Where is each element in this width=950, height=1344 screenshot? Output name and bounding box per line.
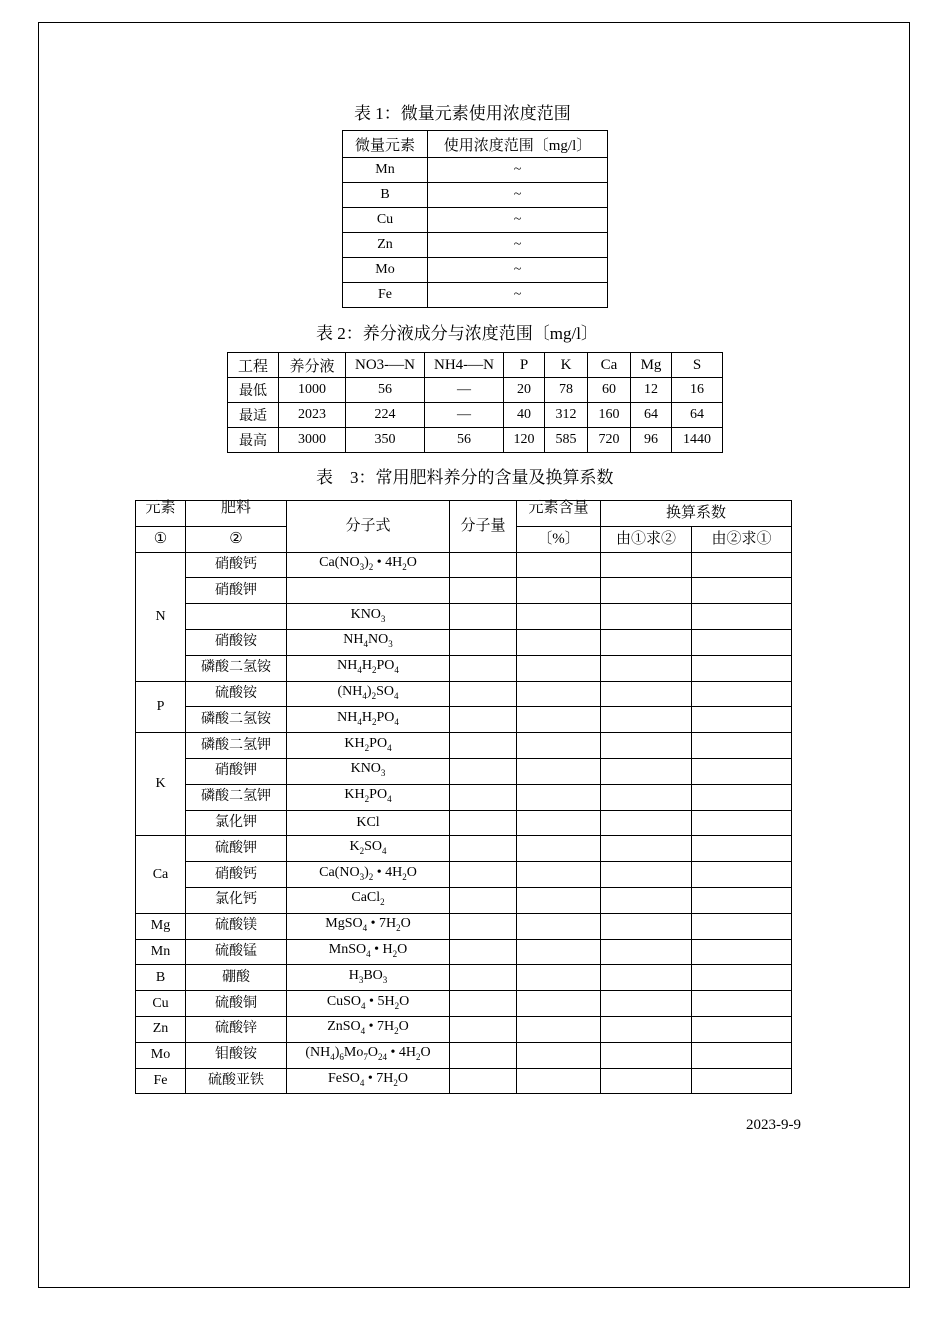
table-row (228, 378, 723, 403)
empty-cell (692, 887, 792, 913)
table1-cell: Fe (343, 283, 428, 308)
empty-cell (517, 939, 601, 965)
element-cell: P (136, 681, 186, 733)
empty-cell (517, 758, 601, 784)
empty-cell (450, 939, 517, 965)
table2-cell: 最高 (228, 428, 279, 453)
formula-cell: $Ca(NO_3)_2$ • $4H_2O$ (287, 862, 450, 888)
empty-cell (692, 552, 792, 578)
empty-cell (450, 733, 517, 759)
empty-cell (450, 681, 517, 707)
table2-caption: 表 2：养分液成分与浓度范围〔mg/l〕 (316, 324, 598, 343)
table2-cell: 3000 (279, 428, 346, 453)
header-formula: 分子式 (287, 501, 450, 553)
table2-header: Mg (631, 353, 672, 378)
fertilizer-cell: 硫酸锌 (186, 1016, 287, 1042)
table3 (135, 500, 792, 1094)
formula-cell: ZnSO$_4$ • $7H_2O$ (287, 1016, 450, 1042)
empty-cell (517, 862, 601, 888)
empty-cell (692, 965, 792, 991)
fertilizer-cell: 硝酸钙 (186, 862, 287, 888)
table-row (136, 1068, 792, 1094)
table2-cell: 312 (545, 403, 588, 428)
empty-cell (517, 836, 601, 862)
table-row (136, 1016, 792, 1042)
empty-cell (450, 862, 517, 888)
formula-cell: $KNO_3$ (287, 604, 450, 630)
empty-cell (601, 784, 692, 810)
empty-cell (692, 604, 792, 630)
fertilizer-cell: 磷酸二氢铵 (186, 655, 287, 681)
empty-cell (692, 913, 792, 939)
table2-cell: — (425, 403, 504, 428)
footer-date: 2023-9-9 (746, 1117, 801, 1133)
element-cell: Mn (136, 939, 186, 965)
table-row (136, 836, 792, 862)
table-row (343, 258, 608, 283)
table2-cell: 16 (672, 378, 723, 403)
fertilizer-cell: 钼酸铵 (186, 1042, 287, 1068)
element-cell: N (136, 552, 186, 681)
empty-cell (517, 810, 601, 836)
table2-cell: 56 (425, 428, 504, 453)
table-row (136, 733, 792, 759)
empty-cell (692, 758, 792, 784)
formula-cell: $K_2SO_4$ (287, 836, 450, 862)
table-row (136, 604, 792, 630)
empty-cell (450, 810, 517, 836)
fertilizer-cell: 硫酸铜 (186, 991, 287, 1017)
fertilizer-cell: 硝酸铵 (186, 629, 287, 655)
empty-cell (692, 629, 792, 655)
table-row (136, 655, 792, 681)
table2-cell: 20 (504, 378, 545, 403)
header-conversion: 换算系数 (601, 501, 792, 527)
table-row (136, 1042, 792, 1068)
table2-cell: 12 (631, 378, 672, 403)
table2-cell: 585 (545, 428, 588, 453)
fertilizer-cell: 硫酸钾 (186, 836, 287, 862)
empty-cell (450, 629, 517, 655)
table2-cell: 160 (588, 403, 631, 428)
table-row (136, 913, 792, 939)
header-element: 元素 (136, 501, 186, 527)
empty-cell (601, 862, 692, 888)
fertilizer-cell: 硼酸 (186, 965, 287, 991)
empty-cell (450, 552, 517, 578)
empty-cell (601, 629, 692, 655)
formula-cell: FeSO$_4$ • $7H_2O$ (287, 1068, 450, 1094)
fertilizer-cell: 磷酸二氢钾 (186, 733, 287, 759)
empty-cell (601, 604, 692, 630)
formula-cell: $KH_2PO_4$ (287, 733, 450, 759)
table-row (136, 758, 792, 784)
empty-cell (601, 991, 692, 1017)
table2-cell: 60 (588, 378, 631, 403)
empty-cell (601, 707, 692, 733)
empty-cell (692, 939, 792, 965)
empty-cell (601, 810, 692, 836)
empty-cell (517, 913, 601, 939)
table2-cell: 56 (346, 378, 425, 403)
empty-cell (450, 913, 517, 939)
table1-cell: ~ (428, 258, 608, 283)
table2-cell: 最低 (228, 378, 279, 403)
table2-cell: 78 (545, 378, 588, 403)
empty-cell (450, 965, 517, 991)
table-row (228, 403, 723, 428)
empty-cell (517, 1042, 601, 1068)
empty-cell (692, 862, 792, 888)
element-cell: Mg (136, 913, 186, 939)
formula-cell: $KH_2PO_4$ (287, 784, 450, 810)
empty-cell (450, 836, 517, 862)
empty-cell (450, 707, 517, 733)
header-content-unit: 〔%〕 (517, 526, 601, 552)
table-row (136, 681, 792, 707)
table-row (343, 233, 608, 258)
formula-cell: $NH_4NO_3$ (287, 629, 450, 655)
table2-cell: 1000 (279, 378, 346, 403)
table1-cell: ~ (428, 233, 608, 258)
table1-header: 微量元素 (343, 131, 428, 158)
empty-cell (601, 887, 692, 913)
empty-cell (692, 1068, 792, 1094)
table-row (136, 629, 792, 655)
empty-cell (692, 1016, 792, 1042)
element-cell: Ca (136, 836, 186, 913)
empty-cell (601, 1042, 692, 1068)
empty-cell (517, 552, 601, 578)
fertilizer-cell: 硫酸亚铁 (186, 1068, 287, 1094)
table2-cell: 224 (346, 403, 425, 428)
empty-cell (601, 913, 692, 939)
empty-cell (601, 965, 692, 991)
table1-cell: Mn (343, 158, 428, 183)
table-row (136, 991, 792, 1017)
formula-cell: $(NH_4)_2SO_4$ (287, 681, 450, 707)
empty-cell (517, 578, 601, 604)
empty-cell (450, 991, 517, 1017)
table1-cell: Zn (343, 233, 428, 258)
empty-cell (450, 604, 517, 630)
empty-cell (450, 758, 517, 784)
table-row (228, 428, 723, 453)
empty-cell (517, 1016, 601, 1042)
table2-header: 工程 (228, 353, 279, 378)
table2-cell: 64 (672, 403, 723, 428)
table-row (136, 862, 792, 888)
fertilizer-cell: 硝酸钾 (186, 758, 287, 784)
header-element-num: ① (136, 526, 186, 552)
table-row (343, 158, 608, 183)
empty-cell (450, 578, 517, 604)
table2-cell: 最适 (228, 403, 279, 428)
table1-caption: 表 1：微量元素使用浓度范围 (354, 104, 571, 123)
formula-cell: KCl (287, 810, 450, 836)
table1-cell: ~ (428, 158, 608, 183)
formula-cell: CuSO$_4$ • $5H_2O$ (287, 991, 450, 1017)
table2 (227, 352, 723, 453)
empty-cell (692, 784, 792, 810)
empty-cell (517, 991, 601, 1017)
table-row (136, 552, 792, 578)
empty-cell (517, 1068, 601, 1094)
empty-cell (517, 629, 601, 655)
empty-cell (517, 707, 601, 733)
table-row (136, 784, 792, 810)
formula-cell: CaCl$_2$ (287, 887, 450, 913)
table2-cell: 1440 (672, 428, 723, 453)
element-cell: Zn (136, 1016, 186, 1042)
table1-cell: B (343, 183, 428, 208)
empty-cell (601, 733, 692, 759)
formula-cell: $H_3BO_3$ (287, 965, 450, 991)
empty-cell (450, 784, 517, 810)
formula-cell: $(NH_4)_6Mo_7O_{24}$ • $4H_2O$ (287, 1042, 450, 1068)
table-row (343, 183, 608, 208)
empty-cell (601, 681, 692, 707)
element-cell: B (136, 965, 186, 991)
empty-cell (601, 1068, 692, 1094)
element-cell: Cu (136, 991, 186, 1017)
table2-header: Ca (588, 353, 631, 378)
empty-cell (601, 939, 692, 965)
empty-cell (601, 1016, 692, 1042)
empty-cell (692, 681, 792, 707)
table2-header: NO3-—N (346, 353, 425, 378)
table-row (136, 578, 792, 604)
formula-cell: $Ca(NO_3)_2$ • $4H_2O$ (287, 552, 450, 578)
formula-cell (287, 578, 450, 604)
table2-cell: 64 (631, 403, 672, 428)
table1-cell: ~ (428, 208, 608, 233)
fertilizer-cell: 氯化钙 (186, 887, 287, 913)
empty-cell (450, 1068, 517, 1094)
table3-caption: 表 3：常用肥料养分的含量及换算系数 (316, 468, 614, 487)
header-fertilizer-num: ② (186, 526, 287, 552)
table1-cell: Mo (343, 258, 428, 283)
fertilizer-cell: 硫酸铵 (186, 681, 287, 707)
empty-cell (517, 784, 601, 810)
empty-cell (692, 810, 792, 836)
formula-cell: MgSO$_4$ • $7H_2O$ (287, 913, 450, 939)
empty-cell (692, 733, 792, 759)
empty-cell (601, 552, 692, 578)
table1-cell: ~ (428, 283, 608, 308)
table2-cell: 40 (504, 403, 545, 428)
header-fertilizer: 肥料 (186, 501, 287, 527)
empty-cell (692, 991, 792, 1017)
empty-cell (601, 655, 692, 681)
formula-cell: $NH_4H_2PO_4$ (287, 707, 450, 733)
table1 (342, 130, 608, 308)
fertilizer-cell: 磷酸二氢钾 (186, 784, 287, 810)
fertilizer-cell: 硝酸钙 (186, 552, 287, 578)
empty-cell (692, 1042, 792, 1068)
empty-cell (517, 887, 601, 913)
empty-cell (601, 578, 692, 604)
table2-header: S (672, 353, 723, 378)
table2-cell: 96 (631, 428, 672, 453)
table2-cell: 2023 (279, 403, 346, 428)
empty-cell (450, 1042, 517, 1068)
empty-cell (450, 887, 517, 913)
table-row (343, 283, 608, 308)
table-row (136, 939, 792, 965)
table-row (136, 707, 792, 733)
fertilizer-cell: 磷酸二氢铵 (186, 707, 287, 733)
table2-cell: — (425, 378, 504, 403)
table1-header: 使用浓度范围〔mg/l〕 (428, 131, 608, 158)
table2-cell: 120 (504, 428, 545, 453)
table2-cell: 720 (588, 428, 631, 453)
fertilizer-cell: 硝酸钾 (186, 578, 287, 604)
empty-cell (517, 604, 601, 630)
empty-cell (692, 655, 792, 681)
table-row (136, 810, 792, 836)
formula-cell: MnSO$_4$ • $H_2O$ (287, 939, 450, 965)
empty-cell (517, 681, 601, 707)
header-conv-b: 由②求① (692, 526, 792, 552)
table2-header: K (545, 353, 588, 378)
header-content: 元素含量 (517, 501, 601, 527)
empty-cell (450, 655, 517, 681)
fertilizer-cell (186, 604, 287, 630)
empty-cell (517, 965, 601, 991)
empty-cell (601, 836, 692, 862)
element-cell: K (136, 733, 186, 836)
header-conv-a: 由①求② (601, 526, 692, 552)
fertilizer-cell: 硫酸镁 (186, 913, 287, 939)
table2-header: NH4-—N (425, 353, 504, 378)
table2-header: P (504, 353, 545, 378)
table2-header: 养分液 (279, 353, 346, 378)
empty-cell (601, 758, 692, 784)
table1-cell: ~ (428, 183, 608, 208)
header-mol-weight: 分子量 (450, 501, 517, 553)
empty-cell (517, 655, 601, 681)
table1-cell: Cu (343, 208, 428, 233)
element-cell: Mo (136, 1042, 186, 1068)
empty-cell (692, 707, 792, 733)
fertilizer-cell: 硫酸锰 (186, 939, 287, 965)
table2-cell: 350 (346, 428, 425, 453)
empty-cell (692, 836, 792, 862)
table-row (136, 887, 792, 913)
empty-cell (692, 578, 792, 604)
empty-cell (517, 733, 601, 759)
table-row (343, 208, 608, 233)
fertilizer-cell: 氯化钾 (186, 810, 287, 836)
formula-cell: $NH_4H_2PO_4$ (287, 655, 450, 681)
empty-cell (450, 1016, 517, 1042)
table-row (136, 965, 792, 991)
element-cell: Fe (136, 1068, 186, 1094)
formula-cell: $KNO_3$ (287, 758, 450, 784)
